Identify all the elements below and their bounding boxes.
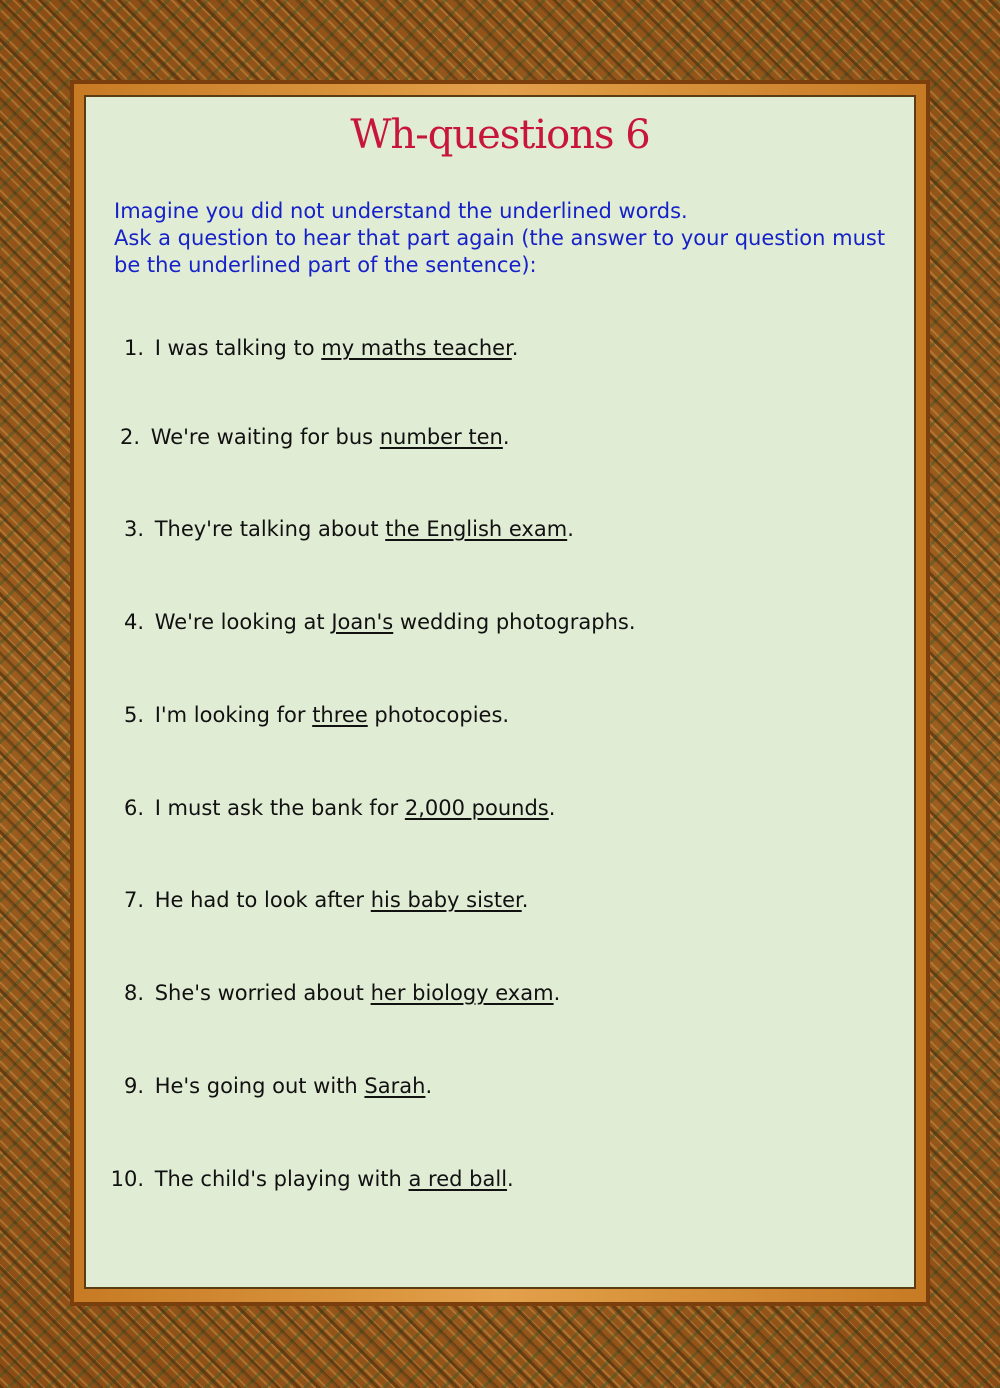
- sentence-end: .: [502, 425, 510, 449]
- underlined-part: my maths teacher: [321, 336, 512, 360]
- exercise-item-6: [96, 796, 886, 820]
- sentence-end: .: [507, 1167, 514, 1191]
- exercise-item-2: [96, 425, 886, 449]
- sentence-end: .: [567, 517, 574, 541]
- item-number: 7.: [123, 888, 144, 912]
- sentence-start: We're waiting for bus: [150, 425, 380, 449]
- sentence-end: photocopies.: [367, 703, 510, 727]
- sentence-start: I was talking to: [154, 336, 322, 360]
- exercise-item-9: [96, 1074, 886, 1098]
- exercise-item-7: [96, 888, 886, 912]
- item-number: 2.: [119, 425, 140, 449]
- instructions: [114, 198, 904, 279]
- page-title: Wh-questions 6: [350, 112, 650, 158]
- underlined-part: three: [312, 703, 368, 727]
- sentence-start: He's going out with: [154, 1074, 365, 1098]
- underlined-part: her biology exam: [370, 981, 554, 1005]
- sentence-start: I must ask the bank for: [154, 796, 405, 820]
- sentence-end: .: [521, 888, 529, 912]
- exercise-item-5: [96, 703, 886, 727]
- item-number: 3.: [123, 517, 144, 541]
- exercise-item-10: [96, 1167, 886, 1191]
- sentence-end: .: [553, 981, 561, 1005]
- sentence-start: I'm looking for: [154, 703, 313, 727]
- item-number: 10.: [110, 1167, 144, 1191]
- underlined-part: number ten: [379, 425, 503, 449]
- sentence-end: .: [425, 1074, 433, 1098]
- sentence-start: They're talking about: [154, 517, 386, 541]
- item-number: 1.: [123, 336, 144, 360]
- sentence-start: He had to look after: [154, 888, 371, 912]
- sentence-end: wedding photographs.: [393, 610, 636, 634]
- underlined-part: his baby sister: [370, 888, 522, 912]
- item-number: 6.: [123, 796, 144, 820]
- exercise-item-1: [96, 336, 886, 360]
- item-number: 5.: [123, 703, 144, 727]
- sentence-end: .: [548, 796, 556, 820]
- underlined-part: 2,000 pounds: [404, 796, 549, 820]
- item-number: 8.: [123, 981, 144, 1005]
- underlined-part: a red ball: [408, 1167, 508, 1191]
- instruction-line-1: Imagine you did not understand the underlined words.: [114, 199, 688, 223]
- sentence-start: She's worried about: [154, 981, 371, 1005]
- item-number: 4.: [123, 610, 144, 634]
- instruction-line-2: Ask a question to hear that part again (the answer to your question must be the underlined part of the sentence):: [114, 226, 886, 277]
- underlined-part: Joan's: [331, 610, 394, 634]
- exercise-item-4: [96, 610, 886, 634]
- exercise-item-3: [96, 517, 886, 541]
- underlined-part: the English exam: [385, 517, 568, 541]
- sentence-start: The child's playing with: [154, 1167, 409, 1191]
- item-number: 9.: [123, 1074, 144, 1098]
- underlined-part: Sarah: [364, 1074, 426, 1098]
- sentence-start: We're looking at: [154, 610, 332, 634]
- sentence-end: .: [511, 336, 519, 360]
- exercise-item-8: [96, 981, 886, 1005]
